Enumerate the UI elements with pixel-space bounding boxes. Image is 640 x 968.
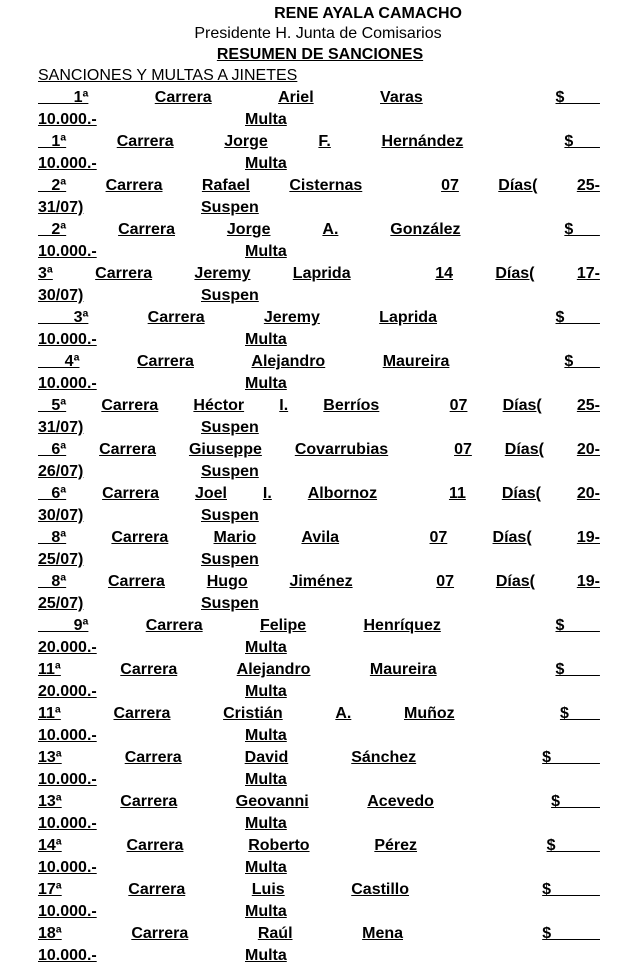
sanction-type: Multa xyxy=(245,771,287,788)
sanction-type: Multa xyxy=(245,815,287,832)
sanction-word: 07 xyxy=(429,529,448,546)
sanction-entry xyxy=(0,704,640,748)
sanction-word: $ xyxy=(542,881,600,898)
sanction-entry xyxy=(0,176,640,220)
sanction-type: Suspen xyxy=(201,551,259,568)
sanction-line xyxy=(38,616,600,638)
sanction-word: Hernández xyxy=(381,133,464,150)
sanction-word: 8ª xyxy=(38,573,67,590)
sanction-word: Carrera xyxy=(136,353,194,370)
sanction-word: 1ª xyxy=(38,89,89,106)
sanction-amount-or-dates: 10.000.- xyxy=(38,727,97,744)
sanction-type: Suspen xyxy=(201,287,259,304)
sanction-word: Carrera xyxy=(118,221,175,238)
sanction-word: Joel xyxy=(194,485,227,502)
sanction-word: Mario xyxy=(213,529,257,546)
sanction-word: Carrera xyxy=(124,749,182,766)
sanction-type: Multa xyxy=(245,155,287,172)
sanction-word: Carrera xyxy=(113,705,171,722)
sanction-word: Alejandro xyxy=(251,353,326,370)
sanction-line xyxy=(38,88,600,110)
sanction-entry xyxy=(0,352,640,396)
sanction-word: $ xyxy=(555,89,600,106)
sanction-line xyxy=(38,484,600,506)
sanction-amount-or-dates: 10.000.- xyxy=(38,243,97,260)
sanction-word: Giuseppe xyxy=(188,441,262,458)
sanction-word: Geovanni xyxy=(235,793,309,810)
sanction-type: Multa xyxy=(245,683,287,700)
sanction-word: Carrera xyxy=(95,265,153,282)
sanction-type: Multa xyxy=(245,727,287,744)
sanction-amount-or-dates: 26/07) xyxy=(38,463,84,480)
sanction-word: 6ª xyxy=(38,441,67,458)
sanction-word: Cristián xyxy=(223,705,283,722)
sanction-word: Raúl xyxy=(257,925,293,942)
sanction-word: Días( xyxy=(501,485,541,502)
sanction-amount-or-dates: 25/07) xyxy=(38,595,84,612)
sanction-word: 3ª xyxy=(38,309,89,326)
sanction-entry xyxy=(0,308,640,352)
author-role: Presidente H. Junta de Comisarios xyxy=(194,25,442,42)
sanction-word: Carrera xyxy=(128,881,186,898)
sanction-word: Roberto xyxy=(248,837,310,854)
document-title: RESUMEN DE SANCIONES xyxy=(216,46,424,63)
sanction-word: Ariel xyxy=(278,89,314,106)
sanction-line xyxy=(38,308,600,330)
sanction-word: 19- xyxy=(576,529,600,546)
sanction-word: Sánchez xyxy=(351,749,417,766)
sanction-word: Henríquez xyxy=(363,617,441,634)
sanction-word: $ xyxy=(555,661,600,678)
sanction-word: 17- xyxy=(576,265,600,282)
sanction-line xyxy=(38,396,600,418)
sanction-word: Días( xyxy=(504,441,544,458)
sanction-type: Suspen xyxy=(201,419,259,436)
sanctions-list xyxy=(0,88,640,968)
sanction-type: Suspen xyxy=(201,463,259,480)
sanction-word: Maureira xyxy=(382,353,450,370)
sanction-amount-or-dates: 10.000.- xyxy=(38,815,97,832)
sanction-word: Días( xyxy=(495,573,535,590)
sanction-word: $ xyxy=(555,309,600,326)
sanction-entry xyxy=(0,220,640,264)
sanction-word: $ xyxy=(564,353,600,370)
sanction-word: David xyxy=(244,749,289,766)
sanction-line xyxy=(38,836,600,858)
sanction-word: Jorge xyxy=(226,221,271,238)
sanction-entry xyxy=(0,88,640,132)
sanction-word: Jeremy xyxy=(194,265,251,282)
sanction-word: Pérez xyxy=(374,837,418,854)
sanction-entry xyxy=(0,528,640,572)
sanction-word: Albornoz xyxy=(307,485,378,502)
sanction-amount-or-dates: 10.000.- xyxy=(38,903,97,920)
sanction-word: Muñoz xyxy=(403,705,455,722)
sanction-word: 18ª xyxy=(38,925,62,942)
sanction-word: 6ª xyxy=(38,485,67,502)
sanction-word: $ xyxy=(542,925,600,942)
sanction-word: $ xyxy=(542,749,600,766)
sanction-word: Berríos xyxy=(323,397,380,414)
sanction-type: Multa xyxy=(245,331,287,348)
sanction-entry xyxy=(0,748,640,792)
sanction-word: Carrera xyxy=(105,177,163,194)
sanction-word: Carrera xyxy=(126,837,184,854)
sanction-word: Carrera xyxy=(154,89,212,106)
sanction-word: 13ª xyxy=(38,749,62,766)
sanction-amount-or-dates: 10.000.- xyxy=(38,859,97,876)
sanction-word: $ xyxy=(555,617,600,634)
sanction-entry xyxy=(0,792,640,836)
sanction-word: 07 xyxy=(449,397,468,414)
sanction-word: 8ª xyxy=(38,529,67,546)
sanction-amount-or-dates: 10.000.- xyxy=(38,331,97,348)
sanction-word: 11 xyxy=(448,485,466,502)
sanction-word: $ xyxy=(546,837,600,854)
sanction-amount-or-dates: 10.000.- xyxy=(38,111,97,128)
sanction-word: I. xyxy=(279,397,289,414)
sanction-word: Carrera xyxy=(120,661,178,678)
sanction-word: $ xyxy=(564,221,600,238)
sanction-line xyxy=(38,176,600,198)
sanction-entry xyxy=(0,264,640,308)
sanction-word: Alejandro xyxy=(236,661,311,678)
sanction-entry xyxy=(0,880,640,924)
sanction-word: González xyxy=(390,221,461,238)
sanction-word: Mena xyxy=(362,925,404,942)
sanction-amount-or-dates: 20.000.- xyxy=(38,639,97,656)
sanction-word: 25- xyxy=(576,397,600,414)
sanction-word: 9ª xyxy=(38,617,89,634)
sanction-line xyxy=(38,440,600,462)
sanction-type: Multa xyxy=(245,375,287,392)
sanction-word: Avila xyxy=(301,529,340,546)
sanction-line xyxy=(38,132,600,154)
sanction-entry xyxy=(0,616,640,660)
sanction-type: Multa xyxy=(245,859,287,876)
sanction-word: Rafael xyxy=(201,177,250,194)
sanction-line xyxy=(38,572,600,594)
sanction-word: 07 xyxy=(454,441,472,458)
sanction-word: Covarrubias xyxy=(294,441,389,458)
author-name: RENE AYALA CAMACHO xyxy=(274,5,462,22)
sanction-word: Acevedo xyxy=(367,793,434,810)
sanction-word: A. xyxy=(322,221,339,238)
sanction-word: Varas xyxy=(380,89,423,106)
sanction-word: $ xyxy=(559,705,600,722)
sanction-type: Multa xyxy=(245,903,287,920)
sanction-word: 07 xyxy=(436,573,455,590)
sanction-entry xyxy=(0,924,640,968)
sanction-entry xyxy=(0,440,640,484)
sanction-line xyxy=(38,748,600,770)
sanction-word: Carrera xyxy=(102,485,160,502)
sanction-amount-or-dates: 31/07) xyxy=(38,419,84,436)
sanction-word: Carrera xyxy=(131,925,189,942)
sanction-word: Carrera xyxy=(101,397,159,414)
sanction-word: 2ª xyxy=(38,221,67,238)
sanction-amount-or-dates: 10.000.- xyxy=(38,771,97,788)
sanction-word: I. xyxy=(262,485,272,502)
sanction-type: Multa xyxy=(245,243,287,260)
sanction-word: 17ª xyxy=(38,881,62,898)
sanction-word: Luis xyxy=(251,881,285,898)
sanction-word: Días( xyxy=(492,529,532,546)
sanction-amount-or-dates: 10.000.- xyxy=(38,155,97,172)
sanction-amount-or-dates: 20.000.- xyxy=(38,683,97,700)
sanction-amount-or-dates: 25/07) xyxy=(38,551,84,568)
sanction-word: 2ª xyxy=(38,177,67,194)
sanction-word: Jiménez xyxy=(289,573,353,590)
sanction-amount-or-dates: 30/07) xyxy=(38,287,84,304)
sanction-word: $ xyxy=(551,793,600,810)
sanction-entry xyxy=(0,484,640,528)
sanction-entry xyxy=(0,132,640,176)
sanction-amount-or-dates: 31/07) xyxy=(38,199,84,216)
sanction-word: 1ª xyxy=(38,133,67,150)
sanction-word: 14ª xyxy=(38,837,62,854)
sanction-type: Multa xyxy=(245,947,287,964)
sanction-entry xyxy=(0,396,640,440)
sanction-word: Cisternas xyxy=(289,177,363,194)
sanction-word: A. xyxy=(335,705,352,722)
sanction-line xyxy=(38,528,600,550)
sanction-word: 11ª xyxy=(38,705,61,722)
sanction-type: Suspen xyxy=(201,595,259,612)
sanction-word: 11ª xyxy=(38,661,61,678)
sanction-word: 20- xyxy=(576,441,600,458)
sanction-entry xyxy=(0,836,640,880)
sanction-amount-or-dates: 30/07) xyxy=(38,507,84,524)
sanction-line xyxy=(38,264,600,286)
sanction-amount-or-dates: 10.000.- xyxy=(38,947,97,964)
sanction-line xyxy=(38,352,600,374)
sanction-word: Carrera xyxy=(120,793,178,810)
sanction-word: Carrera xyxy=(145,617,203,634)
section-title: SANCIONES Y MULTAS A JINETES xyxy=(38,67,298,84)
sanction-word: Carrera xyxy=(111,529,169,546)
sanction-word: Jeremy xyxy=(263,309,320,326)
sanction-word: Carrera xyxy=(107,573,165,590)
sanction-word: Laprida xyxy=(379,309,437,326)
sanction-word: Jorge xyxy=(224,133,268,150)
sanction-word: Días( xyxy=(498,177,538,194)
sanction-word: Maureira xyxy=(369,661,437,678)
sanction-word: Héctor xyxy=(193,397,245,414)
sanction-type: Suspen xyxy=(201,507,259,524)
sanction-entry xyxy=(0,660,640,704)
sanction-word: Carrera xyxy=(116,133,174,150)
sanction-word: 19- xyxy=(576,573,600,590)
sanction-type: Suspen xyxy=(201,199,259,216)
sanction-line xyxy=(38,704,600,726)
sanction-word: 4ª xyxy=(38,353,80,370)
sanction-line xyxy=(38,792,600,814)
sanction-line xyxy=(38,220,600,242)
sanction-word: 3ª xyxy=(38,265,53,282)
sanction-word: Carrera xyxy=(147,309,205,326)
sanction-word: $ xyxy=(564,133,600,150)
sanction-word: Laprida xyxy=(292,265,351,282)
sanction-word: 25- xyxy=(576,177,600,194)
sanction-word: Hugo xyxy=(206,573,248,590)
sanction-word: Castillo xyxy=(351,881,410,898)
sanction-word: 14 xyxy=(435,265,454,282)
sanction-line xyxy=(38,924,600,946)
sanction-line xyxy=(38,660,600,682)
sanction-word: Felipe xyxy=(259,617,307,634)
sanction-line xyxy=(38,880,600,902)
sanction-word: Días( xyxy=(502,397,542,414)
sanction-entry xyxy=(0,572,640,616)
sanction-word: Carrera xyxy=(99,441,157,458)
sanction-type: Multa xyxy=(245,111,287,128)
sanction-word: F. xyxy=(318,133,331,150)
sanction-word: 5ª xyxy=(38,397,67,414)
sanction-word: Días( xyxy=(495,265,535,282)
sanction-word: 20- xyxy=(576,485,600,502)
sanction-amount-or-dates: 10.000.- xyxy=(38,375,97,392)
sanction-word: 13ª xyxy=(38,793,62,810)
sanction-word: 07 xyxy=(441,177,459,194)
sanction-type: Multa xyxy=(245,639,287,656)
